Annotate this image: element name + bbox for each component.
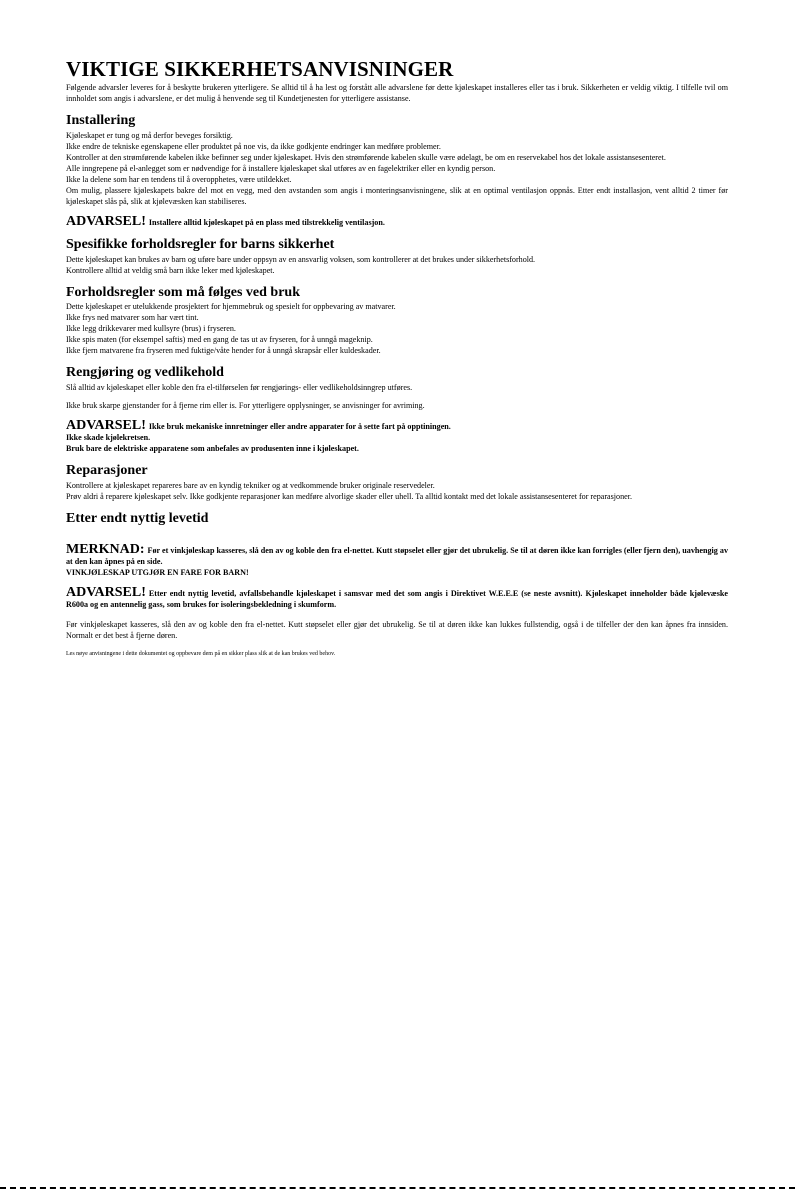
section-heading: Etter endt nyttig levetid (66, 511, 209, 527)
warning-disposal (66, 584, 728, 610)
warning-line: Bruk bare de elektriske apparatene som anbefales av produsenten inne i kjøleskapet. (66, 444, 359, 454)
section-bruk (66, 285, 728, 357)
warning-text: Ikke bruk mekaniske innretninger eller andre apparater for å sette fart på opptiningen. (148, 422, 451, 432)
warning-text: Installere alltid kjøleskapet på en plass med tilstrekkelig ventilasjon. (148, 217, 385, 227)
note-text: Før et vinkjøleskap kasseres, slå den av og koble den fra el-nettet. Kutt støpselet eller gjør det ubrukelig. Se til at døren ikke kan forrigles (eller fjern den), uavhengig av at den kan åpnes på en side. (66, 545, 728, 566)
page-title: VIKTIGE SIKKERHETSANVISNINGER (66, 57, 454, 81)
paragraph: Ikke endre de tekniske egenskapene eller produktet på noe vis, da ikke godkjente endringer kan medføre problemer. (66, 141, 441, 151)
section-installering (66, 113, 728, 207)
paragraph: Ikke spis maten (for eksempel saftis) med en gang de tas ut av fryseren, for å unngå mageknip. (66, 335, 373, 345)
paragraph: Kontrollere alltid at veldig små barn ikke leker med kjøleskapet. (66, 265, 275, 275)
warning-label: ADVARSEL! (66, 418, 146, 434)
paragraph: Ikke bruk skarpe gjenstander for å fjerne rim eller is. For ytterligere opplysninger, se anvisninger for avriming. (66, 401, 425, 411)
final-paragraph: Før vinkjøleskapet kasseres, slå den av og koble den fra el-nettet. Kutt støpselet eller gjør det ubrukelig. Se til at døren ikke kan lukkes fullstendig, også i de tilfeller der den kan åpnes fra innsiden. Normalt er det best å fjerne døren. (66, 619, 728, 640)
note-line: VINKJØLESKAP UTGJØR EN FARE FOR BARN! (66, 567, 249, 577)
warning-defrost (66, 420, 728, 454)
section-heading: Spesifikke forholdsregler for barns sikkerhet (66, 236, 335, 252)
paragraph: Kjøleskapet er tung og må derfor beveges forsiktig. (66, 130, 233, 140)
section-heading: Rengjøring og vedlikehold (66, 365, 224, 381)
warning-line: Ikke skade kjølekretsen. (66, 433, 151, 443)
note-merknad (66, 541, 728, 578)
paragraph: Ikke fjern matvarene fra fryseren med fuktige/våte hender for å unngå skrapsår eller kuldeskader. (66, 346, 381, 356)
section-heading: Reparasjoner (66, 463, 148, 479)
warning-text: Etter endt nyttig levetid, avfallsbehandle kjøleskapet i samsvar med det som angis i Direktivet W.E.E.E (se neste avsnitt). Kjøleskapet inneholder både kjølevæske R600a og en antennelig gass, som brukes for isoleringsbekledning i skumform. (66, 588, 728, 609)
note-label: MERKNAD: (66, 541, 145, 557)
section-reparasjoner (66, 463, 728, 502)
paragraph: Slå alltid av kjøleskapet eller koble den fra el-tilførselen før rengjørings- eller vedlikeholdsinngrep utføres. (66, 383, 413, 393)
warning-label: ADVARSEL! (66, 584, 146, 600)
section-barn (66, 237, 728, 276)
warning-label: ADVARSEL! (66, 213, 146, 229)
section-heading: Installering (66, 113, 136, 129)
paragraph: Alle inngrepene på el-anlegget som er nødvendige for å installere kjøleskapet skal utføres av en fagelektriker eller en kyndig person. (66, 163, 496, 173)
paragraph: Ikke legg drikkevarer med kullsyre (brus) i fryseren. (66, 324, 236, 334)
section-rengjoring (66, 365, 728, 411)
section-heading: Forholdsregler som må følges ved bruk (66, 284, 300, 300)
paragraph: Ikke frys ned matvarer som har vært tint. (66, 313, 199, 323)
paragraph: Dette kjøleskapet er utelukkende prosjektert for hjemmebruk og spesielt for oppbevaring av matvarer. (66, 302, 396, 312)
warning-ventilation (66, 213, 728, 229)
intro-paragraph: Følgende advarsler leveres for å beskytte brukeren ytterligere. Se alltid til å ha lest og forstått alle advarslene før dette kjøleskapet installeres eller tas i bruk. Sikkerheten er veldig viktig. I tilfelle tvil om innholdet som angis i advarslene, er det mulig å henvende seg til Kundetjenesten for ytterligere assistanse. (66, 83, 728, 104)
paragraph: Kontrollere at kjøleskapet repareres bare av en kyndig tekniker og at vedkommende bruker originale reservedeler. (66, 481, 435, 491)
paragraph: Prøv aldri å reparere kjøleskapet selv. Ikke godkjente reparasjoner kan medføre alvorlige skader eller uhell. Ta alltid kontakt med det lokale assistansesenteret for reparasjoner. (66, 492, 632, 502)
document-page (66, 58, 728, 659)
paragraph: Kontroller at den strømførende kabelen ikke befinner seg under kjøleskapet. Hvis den strømførende kabelen skulle være ødelagt, be om en reservekabel hos det lokale assistansesenteret. (66, 152, 666, 162)
paragraph: Ikke la delene som har en tendens til å overopphetes, være utildekket. (66, 174, 292, 184)
page-cut-line (0, 1187, 795, 1189)
paragraph: Om mulig, plassere kjøleskapets bakre del mot en vegg, med den avstanden som angis i monteringsanvisningene, slik at en optimal ventilasjon oppnås. Etter endt installasjon, vent alltid 2 timer før kjøleskapet slås på, slik at kjølevæsken kan stabiliseres. (66, 185, 728, 206)
paragraph: Dette kjøleskapet kan brukes av barn og uføre bare under oppsyn av en ansvarlig voksen, som kontrollerer at det brukes under sikkerhetsforhold. (66, 254, 536, 264)
section-levetid (66, 511, 728, 528)
footnote: Les nøye anvisningene i dette dokumentet og oppbevare dem på en sikker plass slik at de kan brukes ved behov. (66, 650, 336, 657)
